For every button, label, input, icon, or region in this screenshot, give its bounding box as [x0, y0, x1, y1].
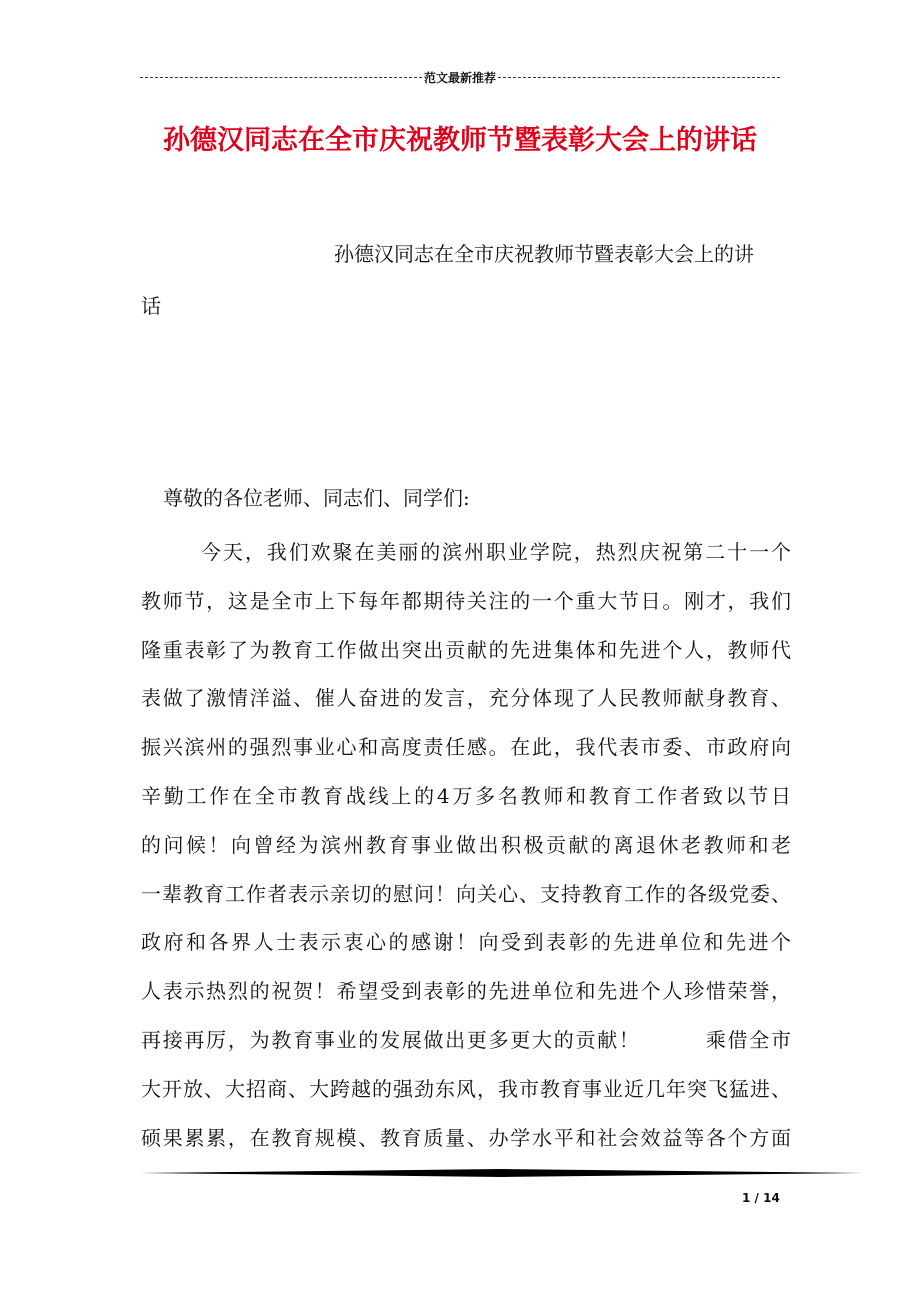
body-line: 表做了激情洋溢、催人奋进的发言，充分体现了人民教师献身教育、 [141, 686, 791, 711]
header-rule [140, 64, 780, 90]
body-line: 辛勤工作在全市教育战线上的4万多名教师和教育工作者致以节日 [141, 783, 791, 808]
document-title: 孙德汉同志在全市庆祝教师节暨表彰大会上的讲话 [163, 125, 757, 156]
body-text [141, 528, 791, 1162]
body-line: 振兴滨州的强烈事业心和高度责任感。在此，我代表市委、市政府向 [141, 735, 791, 760]
header-label: 范文最新推荐 [424, 70, 497, 85]
body-line: 再接再厉，为教育事业的发展做出更多更大的贡献！ 乘借全市 [141, 1027, 791, 1052]
header-dash-right [498, 77, 780, 78]
page-number: 1 / 14 [742, 1191, 780, 1205]
body-line: 一辈教育工作者表示亲切的慰问！向关心、支持教育工作的各级党委、 [141, 881, 791, 906]
body-line: 隆重表彰了为教育工作做出突出贡献的先进集体和先进个人，教师代 [141, 637, 791, 662]
body-line: 政府和各界人士表示衷心的感谢！向受到表彰的先进单位和先进个 [141, 930, 791, 955]
body-line: 今天，我们欢聚在美丽的滨州职业学院，热烈庆祝第二十一个 [201, 540, 791, 564]
subtitle-line-2: 话 [141, 294, 161, 318]
body-line: 教师节，这是全市上下每年都期待关注的一个重大节日。刚才，我们 [141, 588, 791, 613]
body-line: 的问候！向曾经为滨州教育事业做出积极贡献的离退休老教师和老 [141, 832, 791, 857]
body-line: 硕果累累，在教育规模、教育质量、办学水平和社会效益等各个方面 [141, 1125, 791, 1150]
body-line: 人表示热烈的祝贺！希望受到表彰的先进单位和先进个人珍惜荣誉， [141, 979, 791, 1004]
subtitle-line-1: 孙德汉同志在全市庆祝教师节暨表彰大会上的讲 [334, 242, 754, 266]
body-line: 大开放、大招商、大跨越的强劲东风，我市教育事业近几年突飞猛进、 [141, 1076, 791, 1101]
footer-rule [140, 1168, 864, 1178]
greeting: 尊敬的各位老师、同志们、同学们: [163, 486, 470, 510]
header-dash-left [140, 77, 422, 78]
